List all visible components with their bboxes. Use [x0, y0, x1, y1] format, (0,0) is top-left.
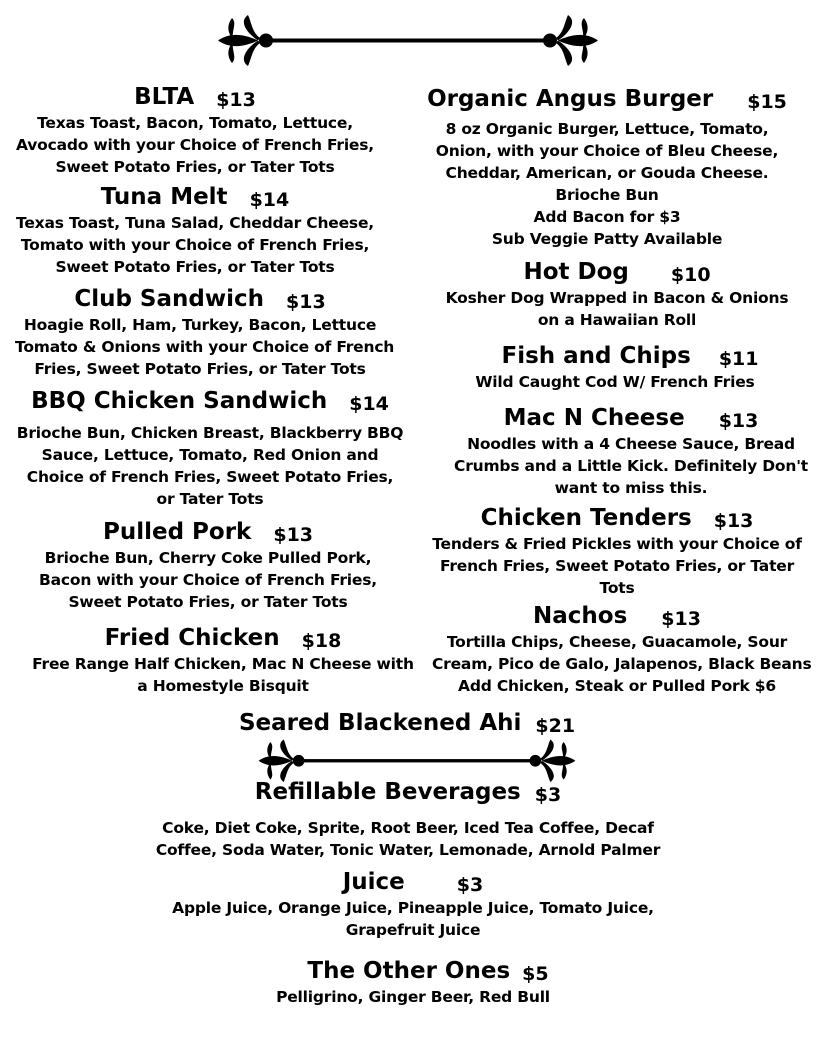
item-desc-line: Avocado with your Choice of French Fries,: [16, 136, 374, 154]
menu-item-organic-angus-burger: [422, 85, 792, 250]
item-desc-line: Tortilla Chips, Cheese, Guacamole, Sour: [446, 633, 788, 651]
menu-item-hot-dog: [432, 258, 802, 331]
item-name: Chicken Tenders: [480, 505, 692, 531]
item-desc-line: French Fries, Sweet Potato Fries, or Tater: [439, 557, 795, 575]
menu-item-club-sandwich: [15, 285, 395, 380]
item-desc-line: Wild Caught Cod W/ French Fries: [475, 373, 755, 391]
item-desc-line: Grapefruit Juice: [345, 921, 481, 939]
item-desc-line: Cream, Pico de Galo, Jalapenos, Black Beans: [432, 655, 812, 673]
item-desc-line: Tomato with your Choice of French Fries,: [20, 236, 370, 254]
item-desc-line: Pelligrino, Ginger Beer, Red Bull: [276, 988, 550, 1006]
item-name: BLTA: [134, 84, 195, 110]
item-name: Tuna Melt: [100, 184, 228, 210]
item-name: Hot Dog: [523, 259, 629, 285]
item-desc-line: Onion, with your Choice of Bleu Cheese,: [435, 142, 779, 160]
item-desc-line: or Tater Tots: [156, 490, 264, 508]
item-desc-line: Kosher Dog Wrapped in Bacon & Onions: [445, 289, 789, 307]
item-desc-line: Sweet Potato Fries, or Tater Tots: [68, 593, 348, 611]
item-desc-line: Noodles with a 4 Cheese Sauce, Bread: [467, 435, 795, 453]
item-desc-line: on a Hawaiian Roll: [537, 311, 697, 329]
menu-item-refillable-beverages: [108, 778, 708, 861]
item-desc-line: Brioche Bun, Chicken Breast, Blackberry BBQ: [16, 424, 404, 442]
item-name: Refillable Beverages: [254, 779, 521, 805]
item-desc-line: want to miss this.: [554, 479, 708, 497]
item-price: $5: [522, 963, 549, 985]
item-desc-line: Crumbs and a Little Kick. Definitely Don't: [454, 457, 808, 475]
menu-item-blta: [10, 83, 380, 178]
item-name: Fried Chicken: [104, 625, 280, 651]
item-desc-line: Coke, Diet Coke, Sprite, Root Beer, Iced Tea Coffee, Decaf: [162, 819, 654, 837]
item-desc-line: Sweet Potato Fries, or Tater Tots: [55, 258, 335, 276]
item-price: $13: [713, 510, 754, 532]
menu-item-fish-and-chips: [445, 342, 815, 393]
item-price: $13: [273, 524, 314, 546]
item-name: Mac N Cheese: [503, 405, 685, 431]
item-name: Juice: [342, 869, 405, 895]
item-price: $14: [349, 393, 389, 415]
item-desc-line: Coffee, Soda Water, Tonic Water, Lemonade, Arnold Palmer: [155, 841, 661, 859]
item-desc-line: Tenders & Fried Pickles with your Choice of: [432, 535, 802, 553]
item-desc-line: Choice of French Fries, Sweet Potato Fries,: [26, 468, 394, 486]
item-name: BBQ Chicken Sandwich: [31, 388, 328, 414]
menu-item-seared-blackened-ahi: [222, 709, 592, 738]
item-desc-line: Sauce, Lettuce, Tomato, Red Onion and: [41, 446, 379, 464]
top-divider-ornament: [208, 12, 608, 72]
item-desc-line: a Homestyle Bisquit: [137, 677, 309, 695]
menu-item-bbq-chicken-sandwich: [15, 387, 405, 510]
item-name: Seared Blackened Ahi: [238, 710, 522, 736]
menu-item-pulled-pork: [23, 518, 393, 613]
item-desc-line: Fries, Sweet Potato Fries, or Tater Tots: [34, 360, 366, 378]
item-desc-line: Sweet Potato Fries, or Tater Tots: [55, 158, 335, 176]
item-desc-line: Sub Veggie Patty Available: [491, 230, 723, 248]
item-desc-line: Bacon with your Choice of French Fries,: [39, 571, 377, 589]
item-desc-line: Texas Toast, Bacon, Tomato, Lettuce,: [37, 114, 353, 132]
item-price: $14: [249, 189, 290, 211]
menu-item-mac-n-cheese: [446, 404, 816, 499]
item-name: Fish and Chips: [501, 343, 691, 369]
menu-item-nachos: [432, 602, 812, 697]
item-price: $15: [747, 91, 787, 113]
item-price: $18: [301, 630, 342, 652]
item-desc-line: Hoagie Roll, Ham, Turkey, Bacon, Lettuce: [23, 316, 377, 334]
item-price: $11: [718, 348, 759, 370]
menu-item-fried-chicken: [28, 624, 418, 697]
item-price: $3: [456, 874, 484, 896]
item-price: $3: [534, 784, 562, 806]
item-name: Pulled Pork: [102, 519, 252, 545]
item-desc-line: Cheddar, American, or Gouda Cheese.: [445, 164, 769, 182]
item-name: Nachos: [533, 603, 628, 629]
item-price: $21: [535, 715, 576, 737]
menu-item-the-other-ones: [128, 957, 728, 1008]
item-desc-line: Brioche Bun, Cherry Coke Pulled Pork,: [44, 549, 372, 567]
item-name: Organic Angus Burger: [427, 86, 714, 112]
item-name: The Other Ones: [307, 958, 511, 984]
item-desc-line: Add Chicken, Steak or Pulled Pork $6: [458, 677, 776, 695]
item-desc-line: Apple Juice, Orange Juice, Pineapple Juice, Tomato Juice,: [172, 899, 654, 917]
item-name: Club Sandwich: [74, 286, 264, 312]
menu-item-tuna-melt: [10, 183, 380, 278]
item-desc-line: Tomato & Onions with your Choice of French: [15, 338, 395, 356]
menu-item-chicken-tenders: [432, 504, 802, 599]
item-price: $13: [718, 410, 759, 432]
item-desc-line: 8 oz Organic Burger, Lettuce, Tomato,: [445, 120, 769, 138]
item-price: $13: [661, 608, 701, 630]
item-price: $10: [670, 264, 711, 286]
item-desc-line: Add Bacon for $3: [533, 208, 681, 226]
item-price: $13: [286, 291, 326, 313]
item-desc-line: Texas Toast, Tuna Salad, Cheddar Cheese,: [16, 214, 374, 232]
menu-item-juice: [113, 868, 713, 941]
item-price: $13: [216, 89, 256, 111]
item-desc-line: Tots: [599, 579, 635, 597]
item-desc-line: Free Range Half Chicken, Mac N Cheese with: [32, 655, 414, 673]
item-desc-line: Brioche Bun: [555, 186, 659, 204]
